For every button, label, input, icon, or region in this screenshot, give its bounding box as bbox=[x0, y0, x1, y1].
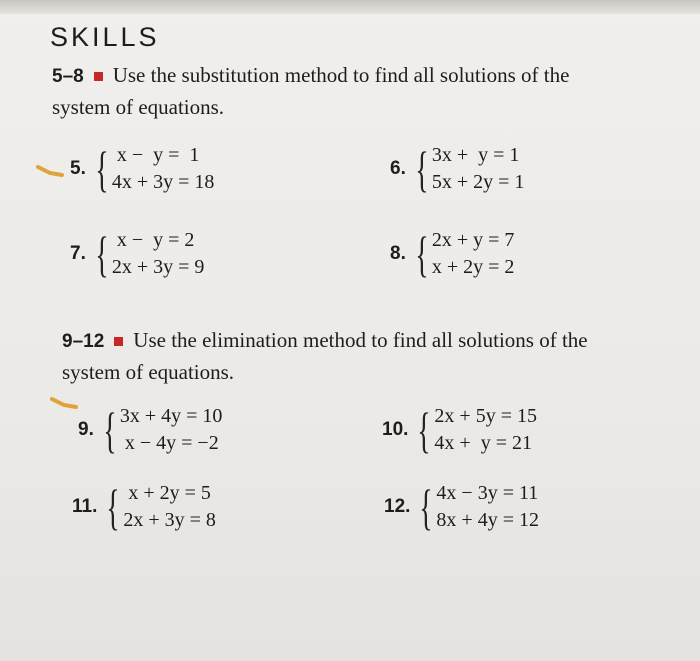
red-square-bullet bbox=[114, 337, 123, 346]
equation-1: 2x + 5y = 15 bbox=[434, 405, 537, 427]
problem-5 bbox=[70, 142, 214, 196]
equation-1: 4x − 3y = 11 bbox=[436, 482, 539, 504]
problem-number: 12. bbox=[384, 496, 411, 517]
equation-1: 3x + y = 1 bbox=[431, 144, 520, 166]
brace-icon: { bbox=[415, 141, 429, 197]
pen-check-mark-9 bbox=[50, 395, 80, 409]
problem-number: 9. bbox=[78, 419, 94, 440]
equation-2: x + 2y = 2 bbox=[431, 256, 515, 278]
equation-2: 4x + y = 21 bbox=[434, 432, 532, 454]
equation-2: 5x + 2y = 1 bbox=[431, 171, 525, 193]
exercise-range: 9–12 bbox=[62, 331, 105, 352]
equation-1: x + 2y = 5 bbox=[123, 482, 211, 504]
instruction-text-line2: system of equations. bbox=[62, 360, 235, 384]
equation-2: 2x + 3y = 9 bbox=[111, 256, 205, 278]
brace-icon: { bbox=[419, 479, 434, 535]
equation-1: x − y = 1 bbox=[111, 144, 200, 166]
instruction-block-2 bbox=[62, 325, 682, 387]
problem-11 bbox=[72, 480, 216, 534]
problem-8 bbox=[390, 227, 514, 281]
problem-9 bbox=[78, 403, 222, 457]
pen-check-mark-5 bbox=[36, 163, 66, 177]
equation-2: 4x + 3y = 18 bbox=[111, 171, 215, 193]
exercise-range: 5–8 bbox=[52, 66, 84, 87]
section-heading: SKILLS bbox=[50, 22, 160, 52]
problem-number: 7. bbox=[70, 243, 86, 264]
equation-1: 3x + 4y = 10 bbox=[119, 405, 223, 427]
equation-1: 2x + y = 7 bbox=[431, 229, 515, 251]
brace-icon: { bbox=[417, 402, 432, 458]
instruction-block-1 bbox=[52, 60, 672, 122]
problem-10 bbox=[382, 403, 537, 457]
instruction-text: Use the elimination method to find all solutions of the bbox=[133, 328, 588, 352]
brace-icon: { bbox=[95, 141, 109, 197]
problem-number: 8. bbox=[390, 243, 406, 264]
problem-number: 5. bbox=[70, 158, 86, 179]
page-top-edge bbox=[0, 0, 700, 14]
brace-icon: { bbox=[415, 226, 429, 282]
problem-number: 10. bbox=[382, 419, 409, 440]
problem-12 bbox=[384, 480, 539, 534]
problem-7 bbox=[70, 227, 204, 281]
problem-number: 6. bbox=[390, 158, 406, 179]
problem-number: 11. bbox=[72, 496, 98, 517]
equation-2: 2x + 3y = 8 bbox=[123, 509, 216, 531]
equation-1: x − y = 2 bbox=[111, 229, 195, 251]
equation-2: x − 4y = −2 bbox=[119, 432, 219, 454]
brace-icon: { bbox=[95, 226, 109, 282]
brace-icon: { bbox=[106, 479, 120, 535]
red-square-bullet bbox=[94, 72, 103, 81]
brace-icon: { bbox=[103, 402, 117, 458]
problem-6 bbox=[390, 142, 524, 196]
instruction-text: Use the substitution method to find all solutions of the bbox=[112, 63, 570, 87]
equation-2: 8x + 4y = 12 bbox=[436, 509, 539, 531]
instruction-text-line2: system of equations. bbox=[52, 95, 225, 119]
